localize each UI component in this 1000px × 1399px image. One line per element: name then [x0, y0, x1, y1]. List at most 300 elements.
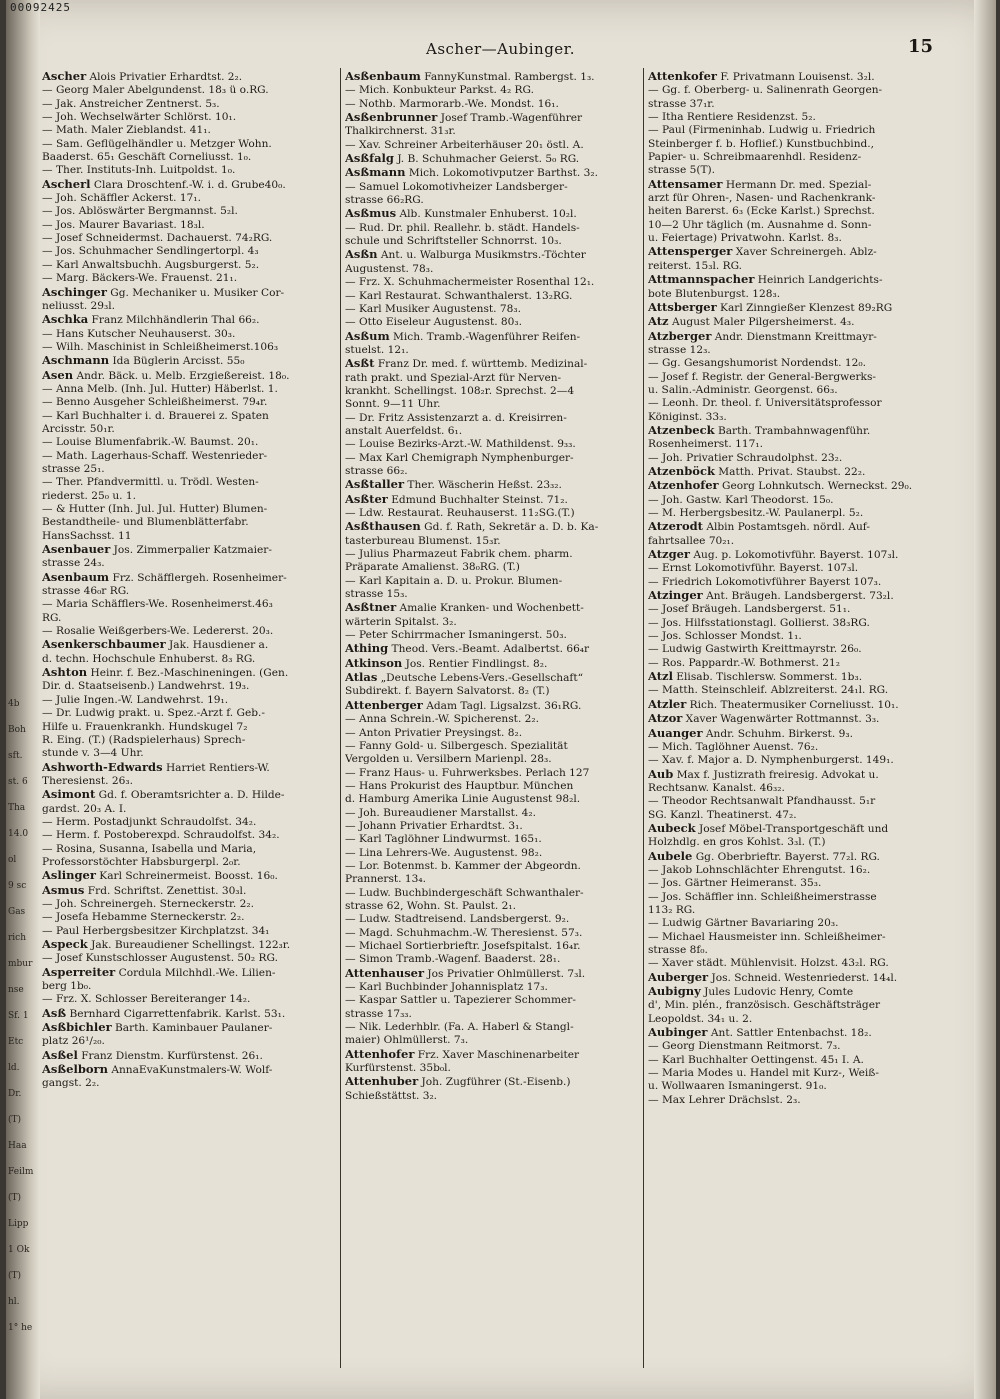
entry-text: Steinberger f. b. Hoflief.) Kunstbuchbind.,: [648, 137, 875, 150]
entry-text: Königinst. 33₃.: [648, 410, 727, 423]
surname: Asmus: [42, 883, 85, 897]
directory-entry: [345, 316, 637, 329]
entry-text: — Magd. Schuhmachm.-W. Theresienst. 57₃.: [345, 926, 583, 939]
directory-entry: [345, 303, 637, 316]
entry-text: — Dr. Fritz Assistenzarzt a. d. Kreisirren-: [345, 411, 567, 424]
entry-text: — Maria Modes u. Handel mit Kurz-, Weiß-: [648, 1067, 879, 1080]
directory-entry-head: [345, 70, 637, 84]
entry-text: Adam Tagl. Ligsalzst. 36₁RG.: [422, 699, 582, 712]
entry-text: Joh. Zugführer (St.-Eisenb.): [418, 1076, 571, 1089]
surname: Attenhofer: [345, 1047, 415, 1061]
entry-text: Heinrich Landgerichts-: [754, 274, 883, 287]
surname: Aubele: [648, 849, 693, 863]
surname: Aubinger: [648, 1026, 708, 1040]
directory-entry: [648, 1013, 948, 1026]
directory-entry: [42, 721, 334, 734]
surname: Asimont: [42, 788, 96, 802]
spine-text-fragment: 14.0: [8, 829, 29, 839]
surname: Attenberger: [345, 698, 423, 712]
entry-text: Jos. Rentier Findlingst. 8₂.: [402, 657, 548, 670]
surname: Asßtner: [345, 601, 397, 615]
directory-entry-head: [42, 938, 334, 952]
surname: Asen: [42, 368, 74, 382]
directory-entry: [345, 276, 637, 289]
directory-entry: [42, 138, 334, 151]
entry-text: — Ros. Pappardr.-W. Bothmerst. 21₂: [648, 656, 840, 669]
directory-entry: [648, 931, 948, 944]
entry-text: strasse 66₂RG.: [345, 194, 424, 207]
directory-entry: [42, 219, 334, 232]
entry-text: u. Wollwaaren Ismaningerst. 91₀.: [648, 1080, 827, 1093]
directory-entry: [42, 707, 334, 720]
entry-text: SG. Kanzl. Theatinerst. 47₂.: [648, 808, 797, 821]
entry-text: — Karl Buchhalter i. d. Brauerei z. Spaten: [42, 409, 269, 422]
spine-text-fragment: Dr.: [8, 1089, 22, 1099]
spine-text-fragment: 1° he: [8, 1323, 33, 1333]
surname: Asßn: [345, 248, 378, 262]
surname: Atlas: [345, 671, 378, 685]
entry-text: Alois Privatier Erhardtst. 2₂.: [86, 71, 243, 83]
directory-entry: [42, 625, 334, 638]
entry-text: u. Feiertage) Privatwohn. Karlst. 8₃.: [648, 232, 842, 245]
directory-entry-head: [42, 1049, 334, 1063]
entry-text: Josef Tramb.-Wagenführer: [437, 112, 583, 125]
directory-entry: [42, 775, 334, 788]
directory-entry-head: [42, 1007, 334, 1021]
directory-entry-head: [345, 642, 637, 656]
directory-entry-head: [648, 985, 948, 999]
entry-text: bote Blutenburgst. 128₃.: [648, 287, 781, 300]
directory-entry-head: [648, 548, 948, 562]
entry-text: — Leonh. Dr. theol. f. Universitätsprofessor: [648, 397, 882, 410]
entry-text: Barth. Trambahnwagenführ.: [714, 424, 871, 437]
directory-entry: [345, 398, 637, 411]
directory-entry: [42, 423, 334, 436]
entry-text: — Paul (Firmeninhab. Ludwig u. Friedrich: [648, 124, 876, 137]
directory-entry: [345, 629, 637, 642]
directory-entry-head: [648, 768, 948, 782]
entry-text: wärterin Spitalst. 3₂.: [345, 615, 457, 628]
directory-entry-head: [648, 330, 948, 344]
entry-text: — Otto Eiseleur Augustenst. 80₃.: [345, 316, 523, 329]
directory-entry: [42, 803, 334, 816]
entry-text: — Rud. Dr. phil. Reallehr. b. städt. Handels-: [345, 221, 580, 234]
entry-text: strasse 12₃.: [648, 343, 711, 356]
directory-entry: [648, 741, 948, 754]
directory-entry-head: [345, 493, 637, 507]
entry-text: strasse 15₃.: [345, 588, 408, 601]
directory-entry-head: [648, 315, 948, 329]
directory-entry: [648, 603, 948, 616]
entry-text: Andr. Schuhm. Birkerst. 9₃.: [702, 727, 853, 740]
entry-text: strasse 5(T).: [648, 164, 716, 177]
directory-entry: [648, 192, 948, 205]
entry-text: Elisab. Tischlersw. Sommerst. 1b₃.: [672, 671, 863, 684]
entry-text: d. Hamburg Amerika Linie Augustenst 98₂l.: [345, 793, 581, 806]
entry-text: — Karl Restaurat. Schwanthalerst. 13₂RG.: [345, 289, 573, 302]
page-title: Ascher—Aubinger.: [426, 40, 575, 58]
directory-entry: [345, 860, 637, 873]
entry-text: riederst. 25₀ u. 1.: [42, 489, 137, 502]
entry-text: Präparate Amalienst. 38₀RG. (T.): [345, 561, 520, 574]
entry-text: — Ludwig Gärtner Bavariaring 20₃.: [648, 917, 839, 930]
directory-entry: [345, 412, 637, 425]
directory-entry: [345, 125, 637, 138]
directory-entry: [42, 84, 334, 97]
spine-text-fragment: mbur: [8, 959, 33, 969]
entry-text: platz 26¹/₂₀.: [42, 1035, 105, 1048]
entry-text: Gd. f. Oberamtsrichter a. D. Hilde-: [95, 789, 285, 802]
entry-text: — Karl Buchhalter Oettingenst. 45₁ I. A.: [648, 1053, 864, 1066]
entry-text: strasse 25₁.: [42, 462, 105, 475]
entry-text: strasse 24₃.: [42, 557, 105, 570]
entry-text: — Anton Privatier Preysingst. 8₂.: [345, 726, 523, 739]
entry-text: schule und Schriftsteller Schnorrst. 10₃.: [345, 235, 562, 248]
entry-text: Prannerst. 13₄.: [345, 873, 427, 886]
directory-entry-head: [648, 1026, 948, 1040]
directory-entry: [42, 530, 334, 543]
directory-entry-head: [345, 967, 637, 981]
surname: Aschinger: [42, 285, 107, 299]
entry-text: — Nik. Lederhblr. (Fa. A. Haberl & Stangl-: [345, 1021, 574, 1034]
entry-text: Theod. Vers.-Beamt. Adalbertst. 66₄r: [388, 643, 590, 656]
directory-entry: [648, 864, 948, 877]
directory-entry: [42, 653, 334, 666]
directory-entry-head: [648, 520, 948, 534]
directory-entry-head: [42, 1063, 334, 1077]
entry-text: — Xaver städt. Mühlenvisit. Holzst. 43₂l. RG.: [648, 957, 889, 970]
directory-entry: [42, 341, 334, 354]
directory-entry: [42, 300, 334, 313]
surname: Atzenhofer: [648, 479, 719, 493]
directory-entry: [648, 617, 948, 630]
entry-text: Vergolden u. Versilbern Marienpl. 28₃.: [345, 753, 552, 766]
directory-entry: [345, 588, 637, 601]
directory-entry: [42, 694, 334, 707]
directory-entry: [345, 84, 637, 97]
entry-text: — Hans Prokurist des Hauptbur. München: [345, 779, 574, 792]
entry-text: — M. Herbergsbesitz.-W. Paulanerpl. 5₂.: [648, 507, 864, 519]
directory-entry-head: [42, 571, 334, 585]
directory-entry: [42, 598, 334, 611]
entry-text: — Mich. Taglöhner Auenst. 76₂.: [648, 740, 819, 753]
directory-entry: [345, 713, 637, 726]
entry-text: — Jos. Ablöswärter Bergmannst. 5₂l.: [42, 205, 238, 218]
entry-text: Hilfe u. Frauenkrankh. Hundskugel 7₂: [42, 720, 248, 733]
entry-text: — Herm. Postadjunkt Schraudolfst. 34₂.: [42, 815, 257, 828]
spine-text-fragment: 1 Ok: [8, 1245, 30, 1255]
directory-entry: [345, 235, 637, 248]
entry-text: Georg Lohnkutsch. Werneckst. 29₀.: [718, 480, 913, 493]
surname: Atzberger: [648, 329, 712, 343]
spine-text-fragment: Tha: [8, 803, 26, 813]
entry-text: — Hans Kutscher Neuhauserst. 30₃.: [42, 327, 236, 340]
directory-entry: [42, 192, 334, 205]
directory-entry: [42, 151, 334, 164]
directory-entry: [42, 272, 334, 285]
entry-text: Franz Dr. med. f. württemb. Medizinal-: [374, 358, 588, 371]
entry-text: Heinr. f. Bez.-Maschineningen. (Gen.: [87, 667, 289, 680]
directory-entry: [648, 999, 948, 1012]
entry-text: — Frz. X. Schuhmachermeister Rosenthal 12₁.: [345, 276, 595, 289]
directory-entry-head: [648, 465, 948, 479]
entry-text: Matth. Privat. Staubst. 22₂.: [714, 465, 866, 478]
directory-entry-head: [345, 657, 637, 671]
surname: Asß: [42, 1006, 67, 1020]
page-header: [46, 36, 966, 70]
surname: Aubigny: [648, 985, 701, 999]
directory-entry-head: [648, 712, 948, 726]
entry-text: — Anna Melb. (Inh. Jul. Hutter) Häberlst. 1.: [42, 382, 278, 395]
entry-text: Albin Postamtsgeh. nördl. Auf-: [702, 521, 870, 534]
directory-entry: [648, 836, 948, 849]
entry-text: krankht. Schellingst. 108₂r. Sprechst. 2—4: [345, 384, 575, 397]
spine-text-fragment: ol: [8, 855, 17, 865]
entry-text: — Theodor Rechtsanwalt Pfandhausst. 5₁r: [648, 795, 876, 808]
directory-entry-head: [42, 869, 334, 883]
entry-text: — Jakob Lohnschlächter Ehrengutst. 16₂.: [648, 863, 871, 876]
entry-text: gangst. 2₂.: [42, 1077, 100, 1090]
directory-entry-head: [648, 424, 948, 438]
entry-text: — Sam. Geflügelhändler u. Metzger Wohn.: [42, 137, 272, 150]
directory-entry-head: [648, 670, 948, 684]
surname: Atzinger: [648, 589, 703, 603]
directory-entry: [42, 734, 334, 747]
entry-text: — Joh. Bureaudiener Marstallst. 4₂.: [345, 806, 536, 819]
directory-entry: [42, 516, 334, 529]
entry-text: — Gg. f. Oberberg- u. Salinenrath Georgen-: [648, 84, 883, 97]
entry-text: — Nothb. Marmorarb.-We. Mondst. 16₁.: [345, 97, 559, 110]
entry-text: strasse 17₃₃.: [345, 1007, 412, 1020]
surname: Asßelborn: [42, 1063, 108, 1077]
entry-text: — Karl Taglöhner Lindwurmst. 165₁.: [345, 833, 542, 846]
directory-entry: [42, 205, 334, 218]
entry-text: Gd. f. Rath, Sekretär a. D. b. Ka-: [420, 521, 599, 534]
surname: Auanger: [648, 726, 703, 740]
directory-entry: [648, 1080, 948, 1093]
surname: Asenbauer: [42, 543, 111, 557]
directory-entry: [42, 463, 334, 476]
directory-entry: [345, 887, 637, 900]
directory-entry-head: [345, 248, 637, 262]
directory-entry: [648, 891, 948, 904]
entry-text: — Josef Kunstschlosser Augustenst. 50₂ RG.: [42, 952, 278, 965]
spine-text-fragment: ld.: [8, 1063, 20, 1073]
directory-entry: [42, 450, 334, 463]
directory-entry: [345, 953, 637, 966]
entry-text: — Paul Herbergsbesitzer Kirchplatzst. 34₁: [42, 924, 270, 937]
directory-entry: [648, 754, 948, 767]
directory-entry: [648, 630, 948, 643]
entry-text: Schießstättst. 3₂.: [345, 1089, 438, 1102]
entry-text: Jos. Zimmerpalier Katzmaier-: [110, 544, 272, 557]
directory-entry: [42, 111, 334, 124]
directory-entry: [345, 263, 637, 276]
spine-text-fragment: Sf. 1: [8, 1011, 29, 1021]
column-2: [345, 70, 637, 1370]
surname: Asßfalg: [345, 152, 394, 166]
entry-text: RG.: [42, 611, 62, 624]
entry-text: strasse 8f₀.: [648, 944, 708, 956]
directory-entry: [345, 222, 637, 235]
entry-text: — Georg Maler Abelgundenst. 18₃ ü o.RG.: [42, 84, 269, 97]
directory-entry: [345, 913, 637, 926]
directory-entry: [648, 124, 948, 137]
directory-entry: [345, 385, 637, 398]
directory-entry: [42, 1035, 334, 1048]
directory-entry: [648, 1040, 948, 1053]
directory-entry: [42, 124, 334, 137]
directory-entry: [345, 98, 637, 111]
surname: Asßter: [345, 492, 388, 506]
surname: Aslinger: [42, 869, 96, 883]
directory-entry: [345, 139, 637, 152]
entry-text: Hermann Dr. med. Spezial-: [722, 178, 872, 191]
surname: Aschmann: [42, 354, 110, 368]
barcode-id: 00092425: [10, 1, 71, 14]
entry-text: — Wilh. Maschinist in Schleißheimerst.106₃: [42, 340, 279, 353]
directory-entry-head: [648, 70, 948, 84]
surname: Attenkofer: [648, 70, 717, 83]
directory-entry-head: [648, 479, 948, 493]
entry-text: — Louise Bezirks-Arzt.-W. Mathildenst. 9₃₃.: [345, 438, 576, 451]
surname: Attmannspacher: [648, 273, 755, 287]
directory-entry: [648, 877, 948, 890]
entry-text: — Jos. Schäffler inn. Schleißheimerstrasse: [648, 890, 877, 903]
entry-text: Holzhdlg. en gros Kohlst. 3₃l. (T.): [648, 836, 826, 849]
surname: Atzler: [648, 697, 687, 711]
surname: Atzerodt: [648, 520, 703, 534]
surname: Atzger: [648, 548, 690, 562]
entry-text: heiten Barerst. 6₃ (Ecke Karlst.) Sprechst.: [648, 205, 875, 218]
directory-entry: [42, 490, 334, 503]
directory-entry-head: [42, 178, 334, 192]
entry-text: Ant. u. Walburga Musikmstrs.-Töchter: [377, 249, 586, 262]
directory-entry-head: [42, 286, 334, 300]
entry-text: — Peter Schirrmacher Ismaningerst. 50₃.: [345, 629, 567, 642]
entry-text: Andr. Dienstmann Kreittmayr-: [711, 330, 877, 343]
entry-text: Franz Dienstm. Kurfürstenst. 26₁.: [77, 1049, 263, 1062]
directory-entry: [648, 371, 948, 384]
directory-entry: [648, 138, 948, 151]
entry-text: 10—2 Uhr täglich (m. Ausnahme d. Sonn-: [648, 218, 872, 231]
entry-text: — & Hutter (Inh. Jul. Jul. Hutter) Blumen-: [42, 503, 268, 515]
spine-text-fragment: sft.: [8, 751, 23, 761]
directory-entry-head: [42, 354, 334, 368]
directory-entry: [648, 111, 948, 124]
entry-text: — Julie Ingen.-W. Landwehrst. 19₁.: [42, 693, 229, 706]
entry-text: — Julius Pharmazeut Fabrik chem. pharm.: [345, 548, 573, 561]
surname: Asßt: [345, 357, 375, 371]
directory-entry-head: [648, 301, 948, 315]
directory-entry: [648, 411, 948, 424]
entry-text: Frz. Schäfflergeh. Rosenheimer-: [109, 571, 287, 584]
entry-text: Xaver Schreinergeh. Ablz-: [732, 246, 877, 259]
entry-text: — Maria Schäfflers-We. Rosenheimerst.46₃: [42, 598, 273, 611]
directory-entry-head: [648, 822, 948, 836]
surname: Aubeck: [648, 821, 696, 835]
entry-text: Thalkirchnerst. 31₃r.: [345, 125, 456, 138]
directory-entry: [345, 1034, 637, 1047]
entry-text: anstalt Auerfeldst. 6₁.: [345, 424, 463, 437]
directory-entry-head: [648, 245, 948, 259]
entry-text: Cordula Milchhdl.-We. Lilien-: [115, 966, 276, 979]
entry-text: reiterst. 15₃l. RG.: [648, 259, 743, 272]
directory-entry: [648, 219, 948, 232]
directory-entry: [648, 232, 948, 245]
directory-entry-head: [648, 971, 948, 985]
entry-text: — Max Lehrer Drächslst. 2₃.: [648, 1093, 801, 1106]
entry-text: strasse 66₂.: [345, 464, 408, 477]
surname: Ashworth-Edwards: [42, 760, 163, 774]
directory-entry: [42, 816, 334, 829]
entry-text: — Karl Anwaltsbuchh. Augsburgerst. 5₂.: [42, 258, 260, 271]
entry-text: — Benno Ausgeher Schleißheimerst. 79₄r.: [42, 396, 268, 409]
directory-entry: [42, 503, 334, 516]
directory-entry: [345, 767, 637, 780]
directory-entry: [42, 98, 334, 111]
directory-entry-head: [648, 850, 948, 864]
spine-text-fragment: Feilm: [8, 1167, 34, 1177]
entry-text: — Josef f. Registr. der General-Bergwerks-: [648, 370, 876, 383]
entry-text: — Michael Sortierbrieftr. Josefspitalst. 16₄r.: [345, 940, 581, 952]
directory-entry-head: [42, 761, 334, 775]
entry-text: — Jos. Gärtner Heimeranst. 35₃.: [648, 877, 822, 890]
surname: Asßtaller: [345, 478, 405, 492]
directory-entry: [42, 829, 334, 842]
entry-text: Subdirekt. f. Bayern Salvatorst. 8₂ (T.): [345, 685, 550, 698]
directory-entry-head: [648, 178, 948, 192]
surname: Attsberger: [648, 300, 717, 314]
entry-text: neliusst. 29₃l.: [42, 299, 116, 312]
entry-text: Frd. Schriftst. Zenettist. 30₃l.: [84, 884, 247, 897]
entry-text: Papier- u. Schreibmaarenhdl. Residenz-: [648, 151, 862, 164]
entry-text: — Georg Dienstmann Reitmorst. 7₃.: [648, 1040, 841, 1053]
entry-text: — Herm. f. Postoberexpd. Schraudolfst. 34₂.: [42, 829, 280, 842]
directory-entry: [648, 535, 948, 548]
surname: Asßthausen: [345, 520, 421, 534]
directory-entry: [42, 259, 334, 272]
directory-entry: [648, 1067, 948, 1080]
directory-entry: [42, 232, 334, 245]
directory-entry: [345, 507, 637, 520]
surname: Asßbichler: [42, 1021, 112, 1035]
directory-entry: [42, 557, 334, 570]
surname: Asenbaum: [42, 570, 110, 584]
spine-text-fragment: Etc: [8, 1037, 24, 1047]
entry-text: — Ludw. Buchbindergeschäft Schwanthaler-: [345, 886, 584, 899]
entry-text: — Johann Privatier Erhardtst. 3₁.: [345, 819, 523, 832]
directory-entry: [42, 952, 334, 965]
entry-text: d. techn. Hochschule Enhuberst. 8₃ RG.: [42, 652, 256, 665]
entry-text: — Samuel Lokomotivheizer Landsberger-: [345, 180, 568, 193]
directory-entry: [345, 833, 637, 846]
entry-text: — Jos. Hilfsstationstagl. Gollierst. 38₃RG.: [648, 616, 870, 629]
directory-entry: [648, 809, 948, 822]
directory-entry: [345, 425, 637, 438]
entry-text: Rosenheimerst. 117₁.: [648, 438, 764, 451]
surname: Athing: [345, 642, 389, 656]
spine-text-fragment: Lipp: [8, 1219, 29, 1229]
directory-entry: [345, 727, 637, 740]
directory-page: [6, 0, 996, 1399]
entry-text: — Jos. Maurer Bavariast. 18₃l.: [42, 218, 205, 231]
directory-entry: [648, 397, 948, 410]
entry-text: — Ther. Instituts-Inh. Luitpoldst. 1₀.: [42, 164, 236, 177]
directory-entry: [648, 684, 948, 697]
column-divider: [643, 68, 644, 1368]
directory-entry: [345, 1062, 637, 1075]
